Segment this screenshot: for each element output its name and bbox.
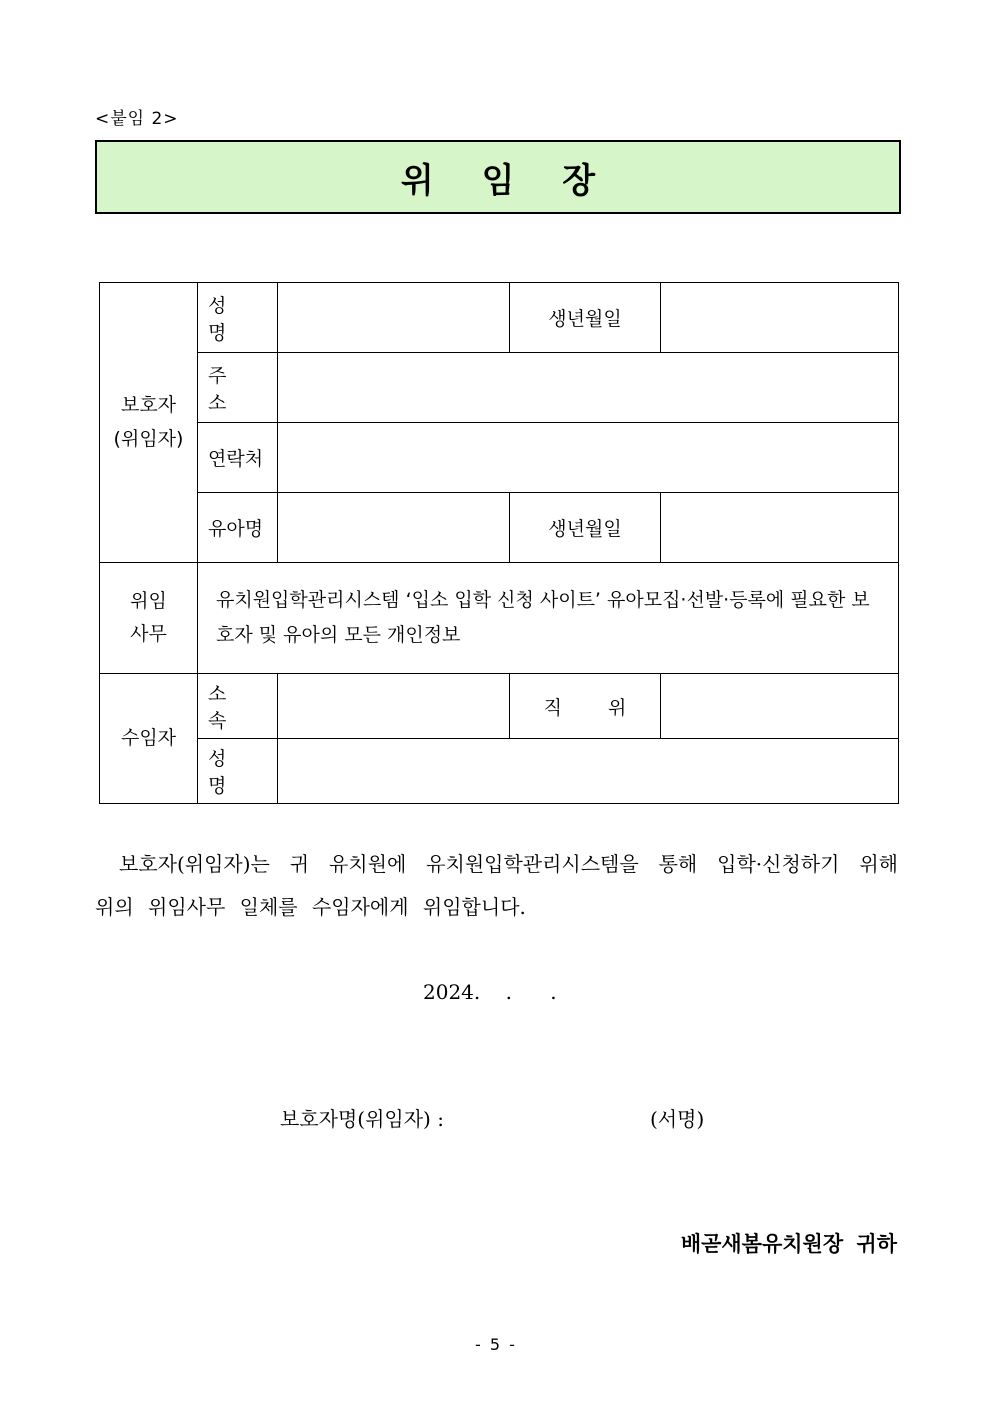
child-name-field[interactable] (278, 493, 510, 563)
delegate-group-label: 수임자 (100, 674, 198, 804)
table-row (100, 493, 899, 563)
table-row (100, 674, 899, 739)
address-field[interactable] (278, 353, 899, 423)
table-row (100, 563, 899, 674)
position-label: 직 위 (510, 674, 661, 739)
child-name-label: 유아명 (198, 493, 278, 563)
table-row (100, 423, 899, 493)
title-banner (95, 140, 901, 214)
guardian-group-label: 보호자 (위임자) (100, 283, 198, 563)
task-group-label: 위임 사무 (100, 563, 198, 674)
child-birth-label: 생년월일 (510, 493, 661, 563)
contact-field[interactable] (278, 423, 899, 493)
date-line: 2024. . . (423, 980, 557, 1004)
address-label: 주 소 (198, 353, 278, 423)
table-row (100, 353, 899, 423)
child-birth-field[interactable] (661, 493, 899, 563)
birth-label: 생년월일 (510, 283, 661, 353)
guardian-birth-field[interactable] (661, 283, 899, 353)
delegate-name-field[interactable] (278, 739, 899, 804)
document-title: 위 임 장 (400, 160, 614, 201)
table-row (100, 283, 899, 353)
task-description: 유치원입학관리시스템 ‘입소 입학 신청 사이트’ 유아모집·선발·등록에 필요한 보호자 및 유아의 모든 개인정보 (198, 563, 899, 674)
contact-label: 연락처 (198, 423, 278, 493)
seal-label: (서명) (650, 1107, 705, 1131)
delegate-name-label: 성 명 (198, 739, 278, 804)
page-number: - 5 - (475, 1335, 517, 1354)
name-label: 성 명 (198, 283, 278, 353)
addressee: 배곧새봄유치원장 귀하 (680, 1231, 897, 1256)
affiliation-field[interactable] (278, 674, 510, 739)
guardian-name-field[interactable] (278, 283, 510, 353)
delegation-form-table (99, 282, 899, 804)
table-row (100, 739, 899, 804)
affiliation-label: 소 속 (198, 674, 278, 739)
position-field[interactable] (661, 674, 899, 739)
attachment-label: <붙임 2> (95, 109, 179, 129)
signature-label: 보호자명(위임자) : (280, 1107, 444, 1131)
delegation-statement: 보호자(위임자)는 귀 유치원에 유치원입학관리시스템을 통해 입학·신청하기 위해 위의 위임사무 일체를 수임자에게 위임합니다. (95, 852, 898, 919)
